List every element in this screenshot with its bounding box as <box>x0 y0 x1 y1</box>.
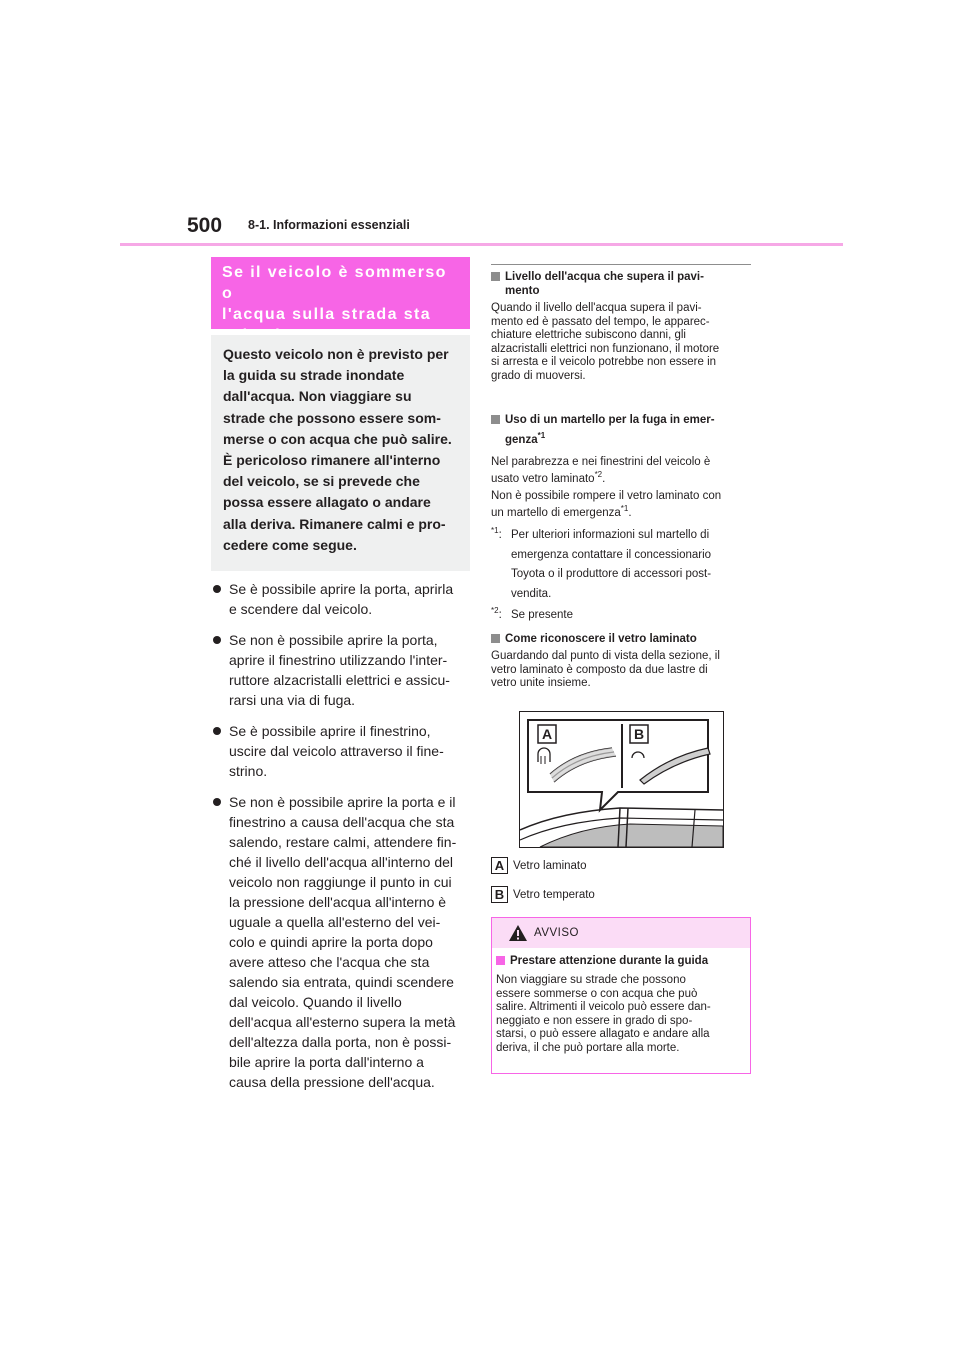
list-item-line: ché il livello dell'acqua all'interno del <box>229 854 454 870</box>
hammer-heading <box>491 410 753 450</box>
heading-text: genza <box>505 434 538 446</box>
body-line: vetro unite insieme. <box>491 677 591 689</box>
list-item <box>211 630 474 710</box>
body-line: Nel parabrezza e nei finestrini del veicolo è <box>491 456 711 468</box>
square-bullet-icon <box>491 634 500 643</box>
bullet-icon <box>213 636 221 644</box>
heading-line: Uso di un martello per la fuga in emer- <box>505 414 715 426</box>
footnote-1 <box>491 526 753 604</box>
heading-line: Come riconoscere il vetro laminato <box>505 633 697 645</box>
heading-line: mento <box>505 285 540 297</box>
intro-line: alla deriva. Rimanere calmi e pro- <box>223 515 446 532</box>
list-item-line: uscire dal veicolo attraverso il fine- <box>229 743 444 759</box>
label-a: A <box>541 726 553 742</box>
laminated-heading <box>491 632 753 646</box>
list-item-line: Se è possibile aprire il finestrino, <box>229 723 431 739</box>
list-item-line: dell'acqua all'esterno supera la metà <box>229 1014 456 1030</box>
body-line: essere sommerse o con acqua che può <box>496 987 698 1000</box>
body-line <box>491 505 753 522</box>
list-item-line: aprire il finestrino utilizzando l'inter- <box>229 652 448 668</box>
footnote-line: Toyota o il produttore di accessori post- <box>511 568 712 580</box>
body-line: alzacristalli elettrici non funzionano, il motore <box>491 342 720 355</box>
warning-body <box>492 948 750 1055</box>
footnote-marker <box>491 526 502 546</box>
body-line: Non è possibile rompere il vetro laminato con <box>491 490 722 502</box>
footnote-2 <box>491 606 753 626</box>
intro-line: del veicolo, se si prevede che <box>223 473 420 490</box>
warning-title: AVVISO <box>534 927 579 939</box>
heading-line <box>505 430 753 450</box>
footnote-ref: *1 <box>537 431 546 441</box>
hammer-body <box>491 454 753 522</box>
laminated-section <box>491 632 753 691</box>
glass-section-figure <box>519 711 724 848</box>
square-bullet-icon <box>491 415 500 424</box>
body-text: . <box>628 507 632 519</box>
list-item-line: dal veicolo. Quando il livello <box>229 994 402 1010</box>
heading-line: Prestare attenzione durante la guida <box>510 955 709 967</box>
square-bullet-icon <box>496 956 505 965</box>
list-item-line: avere atteso che l'acqua che sta <box>229 954 430 970</box>
warning-header <box>492 918 750 948</box>
body-line: Non viaggiare su strade che possono <box>496 974 686 986</box>
chapter-title: 8-1. Informazioni essenziali <box>248 218 410 232</box>
list-item-line: veicolo non raggiunge il punto in cui <box>229 874 452 890</box>
body-line: si arresta e il veicolo potrebbe non essere in <box>491 356 717 368</box>
list-item <box>211 579 474 619</box>
body-line: grado di muoversi. <box>491 369 586 382</box>
list-item-line: salendo sia entrata, quindi scendere <box>229 974 454 990</box>
intro-line: cedere come segue. <box>223 536 357 553</box>
footnote-colon: : <box>498 609 502 621</box>
list-item-line: colo e quindi aprire la porta dopo <box>229 934 433 950</box>
footnote-line: emergenza contattare il concessionario <box>511 548 712 561</box>
bullet-icon <box>213 798 221 806</box>
laminated-body <box>491 650 753 691</box>
water-level-body <box>491 302 753 383</box>
body-line: deriva, il che può portare alla morte. <box>496 1041 680 1054</box>
body-line: Guardando dal punto di vista della sezione, il <box>491 650 720 662</box>
section-title-line: Se il veicolo è sommerso o <box>222 264 447 302</box>
header-rule <box>120 243 843 246</box>
footnote-line: Per ulteriori informazioni sul martello di <box>511 529 710 541</box>
list-item-line: finestrino a causa dell'acqua che sta <box>229 814 455 830</box>
heading-line: Livello dell'acqua che supera il pavi- <box>505 271 704 283</box>
list-item-line: causa della pressione dell'acqua. <box>229 1074 435 1090</box>
list-item-line: dell'altezza dalla porta, non è possi- <box>229 1034 452 1050</box>
body-line: salire. Altrimenti il veicolo può essere dan- <box>496 1001 711 1013</box>
body-line: mento ed è passato del tempo, le apparec- <box>491 315 710 328</box>
list-item-line: bile aprire la porta dall'interno a <box>229 1054 424 1070</box>
legend-text-a: Vetro laminato <box>513 859 587 872</box>
intro-line: dall'acqua. Non viaggiare su <box>223 388 412 405</box>
bullet-icon <box>213 585 221 593</box>
intro-line: la guida su strade inondate <box>223 367 405 384</box>
body-line: neggiato e non essere in grado di spo- <box>496 1014 693 1027</box>
footnote-ref: *1 <box>620 504 629 514</box>
section-title-line: l'acqua sulla strada sta <box>222 306 432 323</box>
body-text: . <box>602 473 606 485</box>
legend-key-a: A <box>491 857 508 874</box>
body-line: starsi, o può essere allagato e andare alla <box>496 1028 710 1040</box>
intro-line: È pericoloso rimanere all'interno <box>223 452 441 469</box>
footnote-ref: *1 <box>491 526 499 536</box>
bullet-icon <box>213 727 221 735</box>
body-line <box>491 471 753 488</box>
label-b: B <box>633 726 645 742</box>
body-text: un martello di emergenza <box>491 507 621 519</box>
intro-line: merse o con acqua che può salire. <box>223 430 452 447</box>
page-number: 500 <box>187 214 223 237</box>
footnote-line: Se presente <box>511 609 574 621</box>
legend-b <box>491 886 595 903</box>
footnote-colon: : <box>498 529 502 541</box>
list-item-line: e scendere dal veicolo. <box>229 601 373 617</box>
water-level-section <box>491 270 753 383</box>
list-item <box>211 792 474 1092</box>
body-line: Quando il livello dell'acqua supera il pavi- <box>491 302 702 314</box>
list-item-line: Se non è possibile aprire la porta, <box>229 632 438 648</box>
list-item-line: Se non è possibile aprire la porta e il <box>229 794 456 810</box>
list-item-line: rarsi una via di fuga. <box>229 692 356 708</box>
warning-heading <box>496 954 746 968</box>
list-item-line: strino. <box>229 763 268 779</box>
list-item <box>211 721 474 781</box>
footnote-marker <box>491 606 502 626</box>
list-item-line: Se è possibile aprire la porta, aprirla <box>229 581 454 597</box>
right-column-rule <box>491 264 751 265</box>
footnote-ref: *2 <box>594 470 603 480</box>
list-item-line: ruttore alzacristalli elettrici e assicu- <box>229 672 450 688</box>
legend-text-b: Vetro temperato <box>513 888 595 901</box>
list-item-line: uguale a quella all'esterno del vei- <box>229 914 441 930</box>
glass-illustration <box>520 712 723 847</box>
section-title <box>211 257 470 329</box>
body-line: chiature elettriche subiscono danni, gli <box>491 329 686 341</box>
list-item-line: salendo, restare calmi, attendere fin- <box>229 834 457 850</box>
body-line: vetro laminato è composto da due lastre di <box>491 663 708 676</box>
water-level-heading <box>491 270 753 298</box>
warning-triangle-icon <box>508 924 528 942</box>
intro-line: Questo veicolo non è previsto per <box>223 346 449 362</box>
body-text: usato vetro laminato <box>491 473 595 485</box>
hammer-section <box>491 410 753 626</box>
legend-key-b: B <box>491 886 508 903</box>
warning-text <box>496 974 746 1055</box>
footnote-ref: *2 <box>491 606 499 616</box>
list-item-line: la pressione dell'acqua all'interno è <box>229 894 447 910</box>
legend-a <box>491 857 587 874</box>
square-bullet-icon <box>491 272 500 281</box>
car-window <box>540 824 723 847</box>
footnote-line: vendita. <box>511 587 552 600</box>
intro-line: possa essere allagato o andare <box>223 494 431 511</box>
instruction-list <box>211 568 474 1092</box>
intro-box <box>211 335 470 571</box>
warning-box <box>491 917 751 1074</box>
intro-line: strade che possono essere som- <box>223 409 441 426</box>
